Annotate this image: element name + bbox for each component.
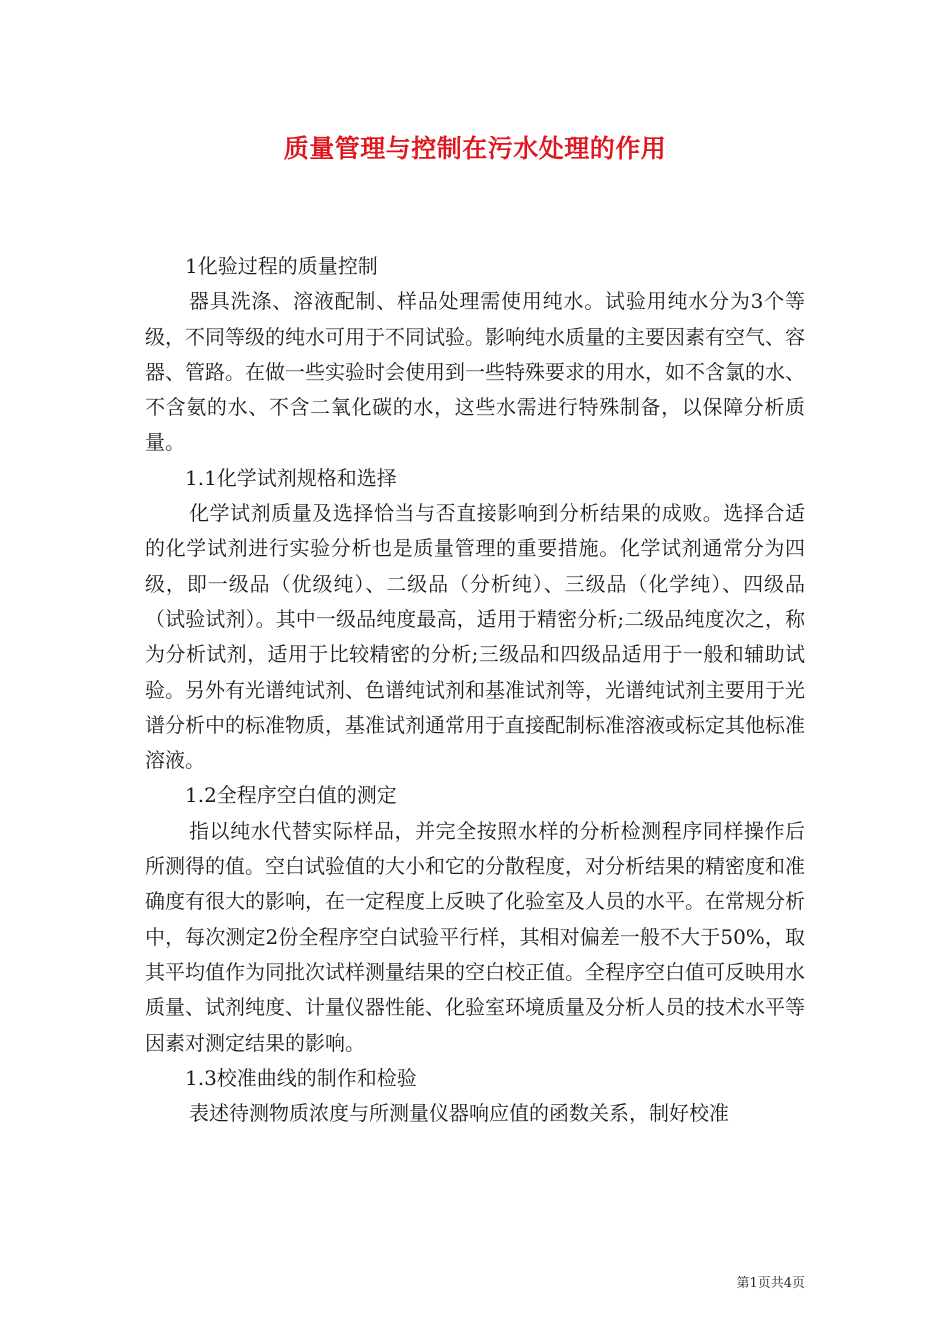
page-number-footer: 第1页共4页 bbox=[736, 1276, 805, 1291]
document-body bbox=[145, 249, 805, 1131]
paragraph-3: 指以纯水代替实际样品，并完全按照水样的分析检测程序同样操作后所测得的值。空白试验值的大小和它的分散程度，对分析结果的精密度和准确度有很大的影响，在一定程度上反映了化验室及人员的水平。在常规分析中，每次测定2份全程序空白试验平行样，其相对偏差一般不大于50%，取其平均值作为同批次试样测量结果的空白校正值。全程序空白值可反映用水质量、试剂纯度、计量仪器性能、化验室环境质量及分析人员的技术水平等因素对测定结果的影响。 bbox=[145, 818, 805, 1055]
section-heading-1: 1化验过程的质量控制 bbox=[185, 254, 378, 278]
section-heading-1-3: 1.3校准曲线的制作和检验 bbox=[185, 1065, 417, 1090]
paragraph-4: 表述待测物质浓度与所测量仪器响应值的函数关系，制好校准 bbox=[189, 1101, 729, 1126]
section-heading-1-1: 1.1化学试剂规格和选择 bbox=[185, 465, 397, 490]
section-heading-1-2: 1.2全程序空白值的测定 bbox=[185, 783, 397, 808]
paragraph-2: 化学试剂质量及选择恰当与否直接影响到分析结果的成败。选择合适的化学试剂进行实验分析也是质量管理的重要措施。化学试剂通常分为四级，即一级品（优级纯）、二级品（分析纯）、三级品（化学纯）、四级品（试验试剂）。其中一级品纯度最高，适用于精密分析;二级品纯度次之，称为分析试剂，适用于比较精密的分析;三级品和四级品适用于一般和辅助试验。另外有光谱纯试剂、色谱纯试剂和基准试剂等，光谱纯试剂主要用于光谱分析中的标准物质，基准试剂通常用于直接配制标准溶液或标定其他标准溶液。 bbox=[145, 501, 805, 773]
paragraph-1: 器具洗涤、溶液配制、样品处理需使用纯水。试验用纯水分为3个等级，不同等级的纯水可用于不同试验。影响纯水质量的主要因素有空气、容器、管路。在做一些实验时会使用到一些特殊要求的用水，如不含氯的水、不含氨的水、不含二氧化碳的水，这些水需进行特殊制备，以保障分析质量。 bbox=[145, 289, 805, 455]
document-title: 质量管理与控制在污水处理的作用 bbox=[283, 134, 667, 163]
